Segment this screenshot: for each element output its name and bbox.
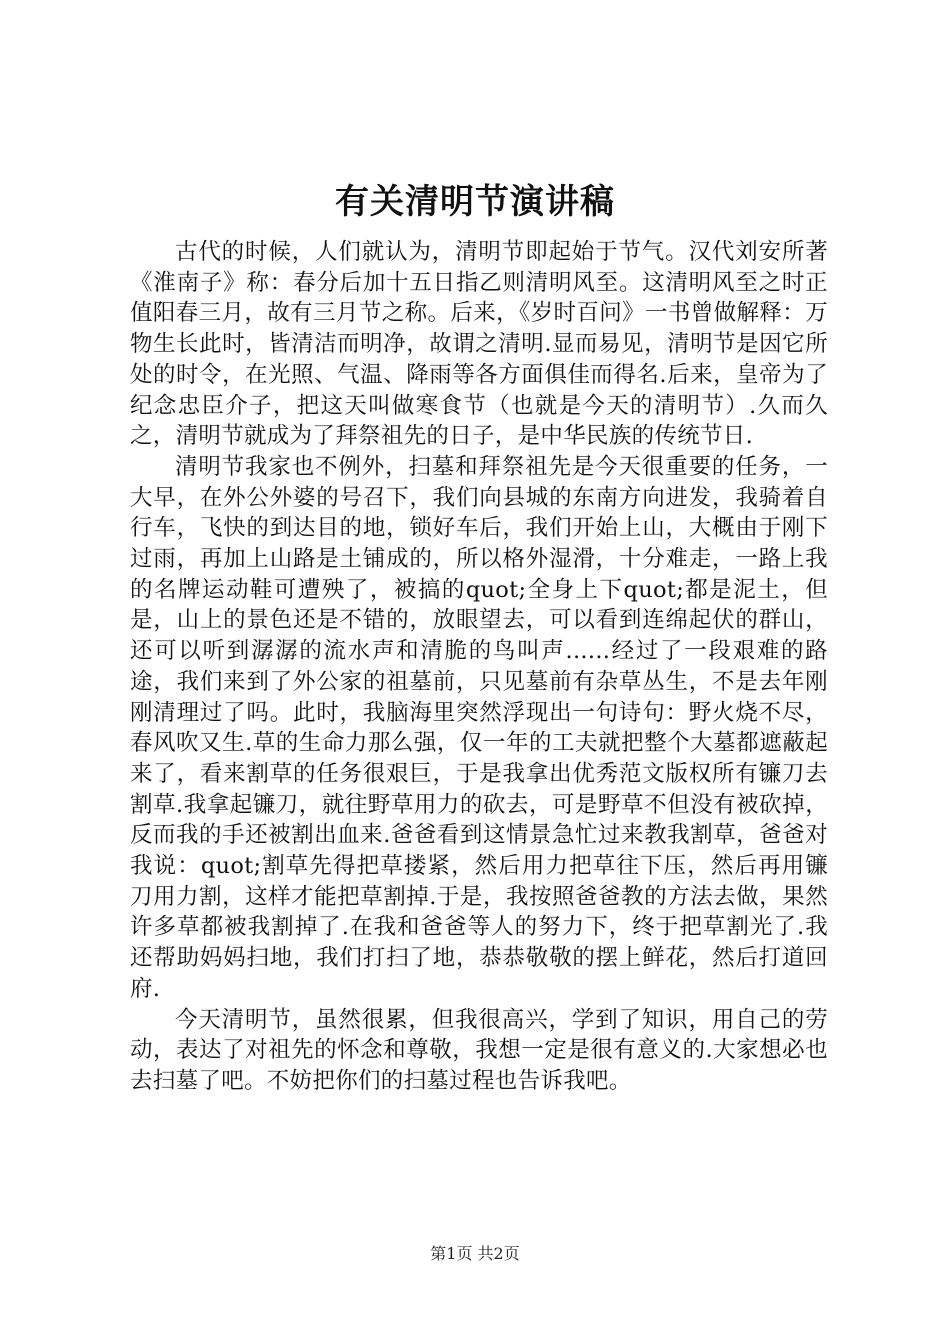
- paragraph-1: 古代的时候，人们就认为，清明节即起始于节气。汉代刘安所著《淮南子》称：春分后加十五日指乙则清明风至。这清明风至之时正值阳春三月，故有三月节之称。后来，《岁时百问》一书曾做解释：万物生长此时，皆清洁而明净，故谓之清明.显而易见，清明节是因它所处的时令，在光照、气温、降雨等各方面俱佳而得名.后来，皇帝为了纪念忠臣介子，把这天叫做寒食节（也就是今天的清明节）.久而久之，清明节就成为了拜祭祖先的日子，是中华民族的传统节日.: [130, 239, 828, 450]
- document-body: [130, 237, 828, 1097]
- document-title: 有关清明节演讲稿: [335, 182, 615, 222]
- page-number-footer: 第1页 共2页: [430, 1244, 520, 1263]
- paragraph-3: 今天清明节，虽然很累，但我很高兴，学到了知识，用自己的劳动，表达了对祖先的怀念和尊敬，我想一定是很有意义的.大家想必也去扫墓了吧。不妨把你们的扫墓过程也告诉我吧。: [130, 1006, 828, 1094]
- paragraph-2: 清明节我家也不例外，扫墓和拜祭祖先是今天很重要的任务，一大早，在外公外婆的号召下，我们向县城的东南方向进发，我骑着自行车，飞快的到达目的地，锁好车后，我们开始上山，大概由于刚下过雨，再加上山路是土铺成的，所以格外湿滑，十分难走，一路上我的名牌运动鞋可遭殃了，被搞的quot;全身上下quot;都是泥土，但是，山上的景色还是不错的，放眼望去，可以看到连绵起伏的群山，还可以听到潺潺的流水声和清脆的鸟叫声......经过了一段艰难的路途，我们来到了外公家的祖墓前，只见墓前有杂草丛生，不是去年刚刚清理过了吗。此时，我脑海里突然浮现出一句诗句：野火烧不尽，春风吹又生.草的生命力那么强，仅一年的工夫就把整个大墓都遮蔽起来了，看来割草的任务很艰巨，于是我拿出优秀范文版权所有镰刀去割草.我拿起镰刀，就往野草用力的砍去，可是野草不但没有被砍掉，反而我的手还被割出血来.爸爸看到这情景急忙过来教我割草，爸爸对我说：quot;割草先得把草搂紧，然后用力把草往下压，然后再用镰刀用力割，这样才能把草割掉.于是，我按照爸爸教的方法去做，果然许多草都被我割掉了.在我和爸爸等人的努力下，终于把草割光了.我还帮助妈妈扫地，我们打扫了地，恭恭敬敬的摆上鲜花，然后打道回府.: [130, 453, 828, 1002]
